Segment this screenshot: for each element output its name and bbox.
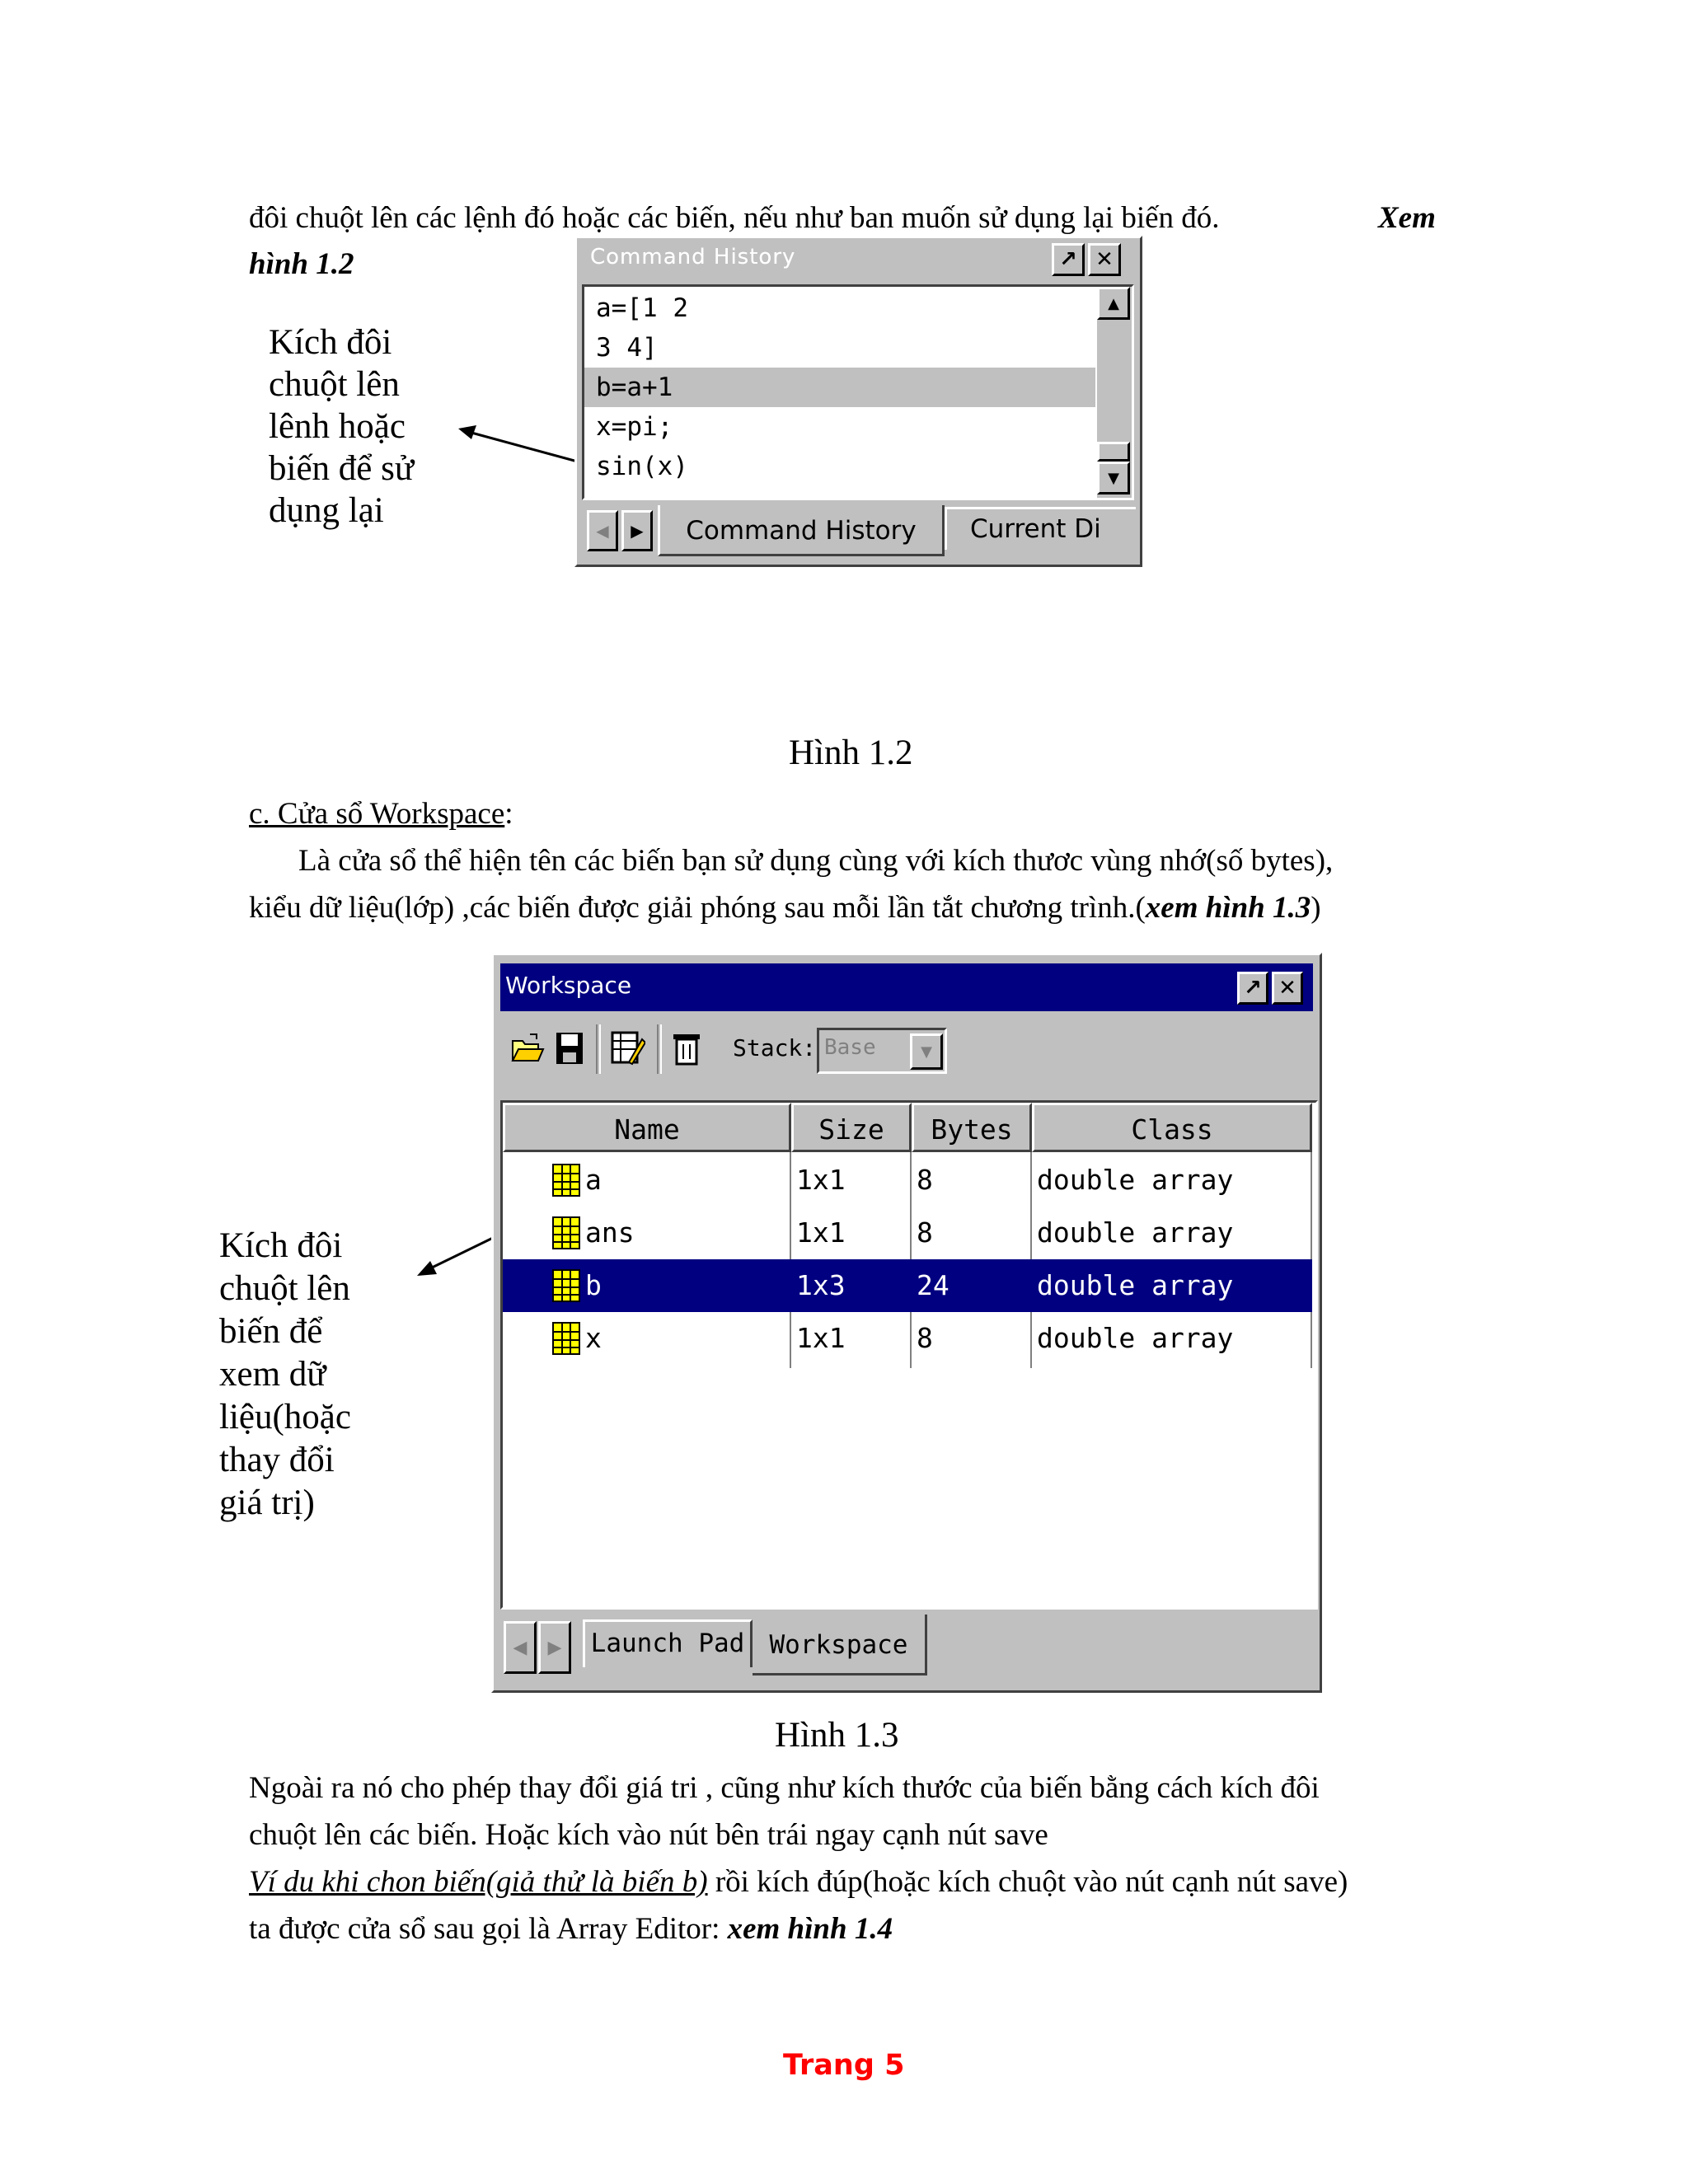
fig13-note-line: chuột lên bbox=[219, 1269, 350, 1308]
var-class: double array bbox=[1037, 1164, 1234, 1196]
workspace-titlebar bbox=[500, 963, 1313, 1011]
column-header-size[interactable] bbox=[791, 1103, 912, 1152]
close-icon: ✕ bbox=[1095, 247, 1114, 272]
undock-button[interactable] bbox=[1237, 972, 1268, 1005]
tab-scroll-right[interactable] bbox=[621, 510, 653, 551]
command-history-title: Command History bbox=[590, 245, 796, 269]
section-c-body-close: ) bbox=[1311, 891, 1321, 925]
outro-example-rest: rồi kích đúp(hoặc kích chuột vào nút cạnh nút save) bbox=[707, 1865, 1348, 1899]
section-c-body-line2 bbox=[249, 884, 1452, 932]
workspace-tabstrip bbox=[500, 1615, 1313, 1680]
column-header-class[interactable] bbox=[1032, 1103, 1312, 1152]
var-name: a bbox=[585, 1164, 602, 1196]
history-line[interactable]: sin(x) bbox=[596, 452, 688, 481]
var-size: 1x3 bbox=[796, 1269, 846, 1301]
workspace-title: Workspace bbox=[505, 972, 632, 999]
fig13-note bbox=[219, 1225, 351, 1525]
arrow-right-icon: ▶ bbox=[631, 521, 644, 541]
scroll-down-button[interactable] bbox=[1097, 462, 1130, 494]
outro-line2: chuột lên các biến. Hoặc kích vào nút bên trái ngay cạnh nút save bbox=[249, 1818, 1048, 1852]
command-history-window bbox=[574, 236, 1142, 567]
outro-line1: Ngoài ra nó cho phép thay đổi giá tri , cũng như kích thước của biến bằng cách kích đôi bbox=[249, 1771, 1320, 1805]
matrix-icon bbox=[552, 1322, 580, 1355]
close-icon: ✕ bbox=[1278, 976, 1296, 1001]
matrix-icon bbox=[552, 1216, 580, 1249]
chevron-down-icon: ▼ bbox=[921, 1043, 932, 1061]
workspace-variable-table bbox=[500, 1100, 1318, 1610]
tab-launch-pad[interactable] bbox=[583, 1619, 753, 1667]
history-line-selected[interactable]: b=a+1 bbox=[584, 368, 1095, 407]
var-bytes: 8 bbox=[917, 1216, 933, 1249]
tab-current-directory[interactable] bbox=[945, 507, 1136, 550]
history-line[interactable]: 3 4] bbox=[596, 333, 658, 363]
outro-line4-text: ta được cửa sổ sau gọi là Array Editor: bbox=[249, 1912, 728, 1946]
outro-line4 bbox=[249, 1905, 1452, 1953]
var-bytes: 8 bbox=[917, 1322, 933, 1354]
figure-1-2-caption: Hình 1.2 bbox=[789, 733, 913, 772]
open-folder-icon[interactable] bbox=[510, 1031, 545, 1066]
toolbar-separator bbox=[657, 1024, 662, 1074]
section-c-heading-text: c. Cửa sổ Workspace bbox=[249, 797, 505, 831]
page-footer: Trang 5 bbox=[783, 2049, 905, 2082]
array-editor-icon[interactable] bbox=[611, 1029, 645, 1067]
command-history-titlebar bbox=[579, 240, 1137, 279]
arrow-down-icon: ▼ bbox=[1108, 469, 1119, 487]
section-c-heading-colon: : bbox=[504, 797, 513, 831]
stack-select-value: Base bbox=[824, 1035, 876, 1060]
var-size: 1x1 bbox=[796, 1216, 846, 1249]
var-name: b bbox=[585, 1269, 602, 1301]
fig12-note-line: dụng lại bbox=[269, 491, 384, 530]
history-scrollbar[interactable] bbox=[1097, 287, 1132, 498]
tab-workspace[interactable] bbox=[753, 1615, 927, 1675]
matrix-icon bbox=[552, 1269, 580, 1302]
command-history-list[interactable] bbox=[582, 284, 1134, 500]
fig13-note-line: Kích đôi bbox=[219, 1226, 343, 1265]
fig12-note-line: Kích đôi bbox=[269, 323, 392, 362]
close-button[interactable] bbox=[1272, 972, 1303, 1005]
section-c-body-text: kiểu dữ liệu(lớp) ,các biến được giải phóng sau mỗi lần tắt chương trình.( bbox=[249, 891, 1146, 925]
tab-workspace-label: Workspace bbox=[769, 1630, 908, 1660]
tab-current-directory-label: Current Di bbox=[970, 514, 1101, 544]
history-line[interactable]: x=pi; bbox=[596, 412, 673, 442]
outro-example-underlined: Ví du khi chon biến(giả thử là biến b) bbox=[249, 1865, 708, 1899]
table-row[interactable] bbox=[503, 1312, 1312, 1365]
section-c-body-ref: xem hình 1.3 bbox=[1145, 891, 1311, 925]
tab-command-history[interactable] bbox=[658, 505, 945, 556]
fig13-pointer-arrow bbox=[412, 1228, 503, 1286]
arrow-left-icon: ◀ bbox=[596, 521, 609, 541]
table-row-selected[interactable] bbox=[503, 1259, 1312, 1312]
fig13-note-line: thay đổi bbox=[219, 1441, 335, 1479]
var-size: 1x1 bbox=[796, 1164, 846, 1196]
stack-select[interactable] bbox=[817, 1028, 947, 1074]
stack-dropdown-button[interactable] bbox=[910, 1033, 943, 1070]
tab-scroll-right[interactable] bbox=[538, 1621, 571, 1674]
fig13-note-line: biến để bbox=[219, 1312, 323, 1351]
arrow-left-icon: ◀ bbox=[513, 1637, 528, 1658]
var-size: 1x1 bbox=[796, 1322, 846, 1354]
var-name: x bbox=[585, 1322, 602, 1354]
tab-scroll-left[interactable] bbox=[587, 510, 618, 551]
outro-line3 bbox=[249, 1858, 1452, 1906]
fig12-note-line: chuột lên bbox=[269, 365, 400, 404]
table-row[interactable] bbox=[503, 1154, 1312, 1207]
scroll-up-button[interactable] bbox=[1097, 287, 1130, 320]
matrix-icon bbox=[552, 1164, 580, 1197]
close-button[interactable] bbox=[1088, 243, 1121, 276]
column-header-name[interactable] bbox=[503, 1103, 791, 1152]
figure-1-3-caption: Hình 1.3 bbox=[775, 1716, 899, 1755]
history-line[interactable]: a=[1 2 bbox=[596, 293, 688, 323]
intro-ref-xem: Xem bbox=[1378, 201, 1436, 235]
intro-text: đôi chuột lên các lệnh đó hoặc các biến, nếu như ban muốn sử dụng lại biến đó. bbox=[249, 201, 1220, 235]
column-header-size-label: Size bbox=[818, 1113, 884, 1146]
tab-scroll-left[interactable] bbox=[504, 1621, 537, 1674]
fig13-note-line: liệu(hoặc bbox=[219, 1398, 351, 1436]
var-class: double array bbox=[1037, 1216, 1234, 1249]
arrow-up-icon: ▲ bbox=[1108, 294, 1119, 312]
toolbar-separator bbox=[596, 1024, 601, 1074]
arrow-right-icon: ▶ bbox=[547, 1637, 562, 1658]
tab-launch-pad-label: Launch Pad bbox=[590, 1629, 745, 1658]
workspace-toolbar bbox=[500, 1018, 1313, 1079]
fig12-note-line: lênh hoặc bbox=[269, 407, 406, 446]
fig12-note-line: biến để sử bbox=[269, 449, 415, 488]
column-header-bytes[interactable] bbox=[912, 1103, 1032, 1152]
scroll-thumb[interactable] bbox=[1097, 442, 1130, 462]
intro-ref-hinh: hình 1.2 bbox=[249, 247, 354, 281]
fig13-note-line: giá trị) bbox=[219, 1483, 315, 1522]
var-class: double array bbox=[1037, 1322, 1234, 1354]
undock-button[interactable] bbox=[1052, 243, 1085, 276]
outro-line4-ref: xem hình 1.4 bbox=[727, 1912, 893, 1946]
var-class: double array bbox=[1037, 1269, 1234, 1301]
var-name: ans bbox=[585, 1216, 635, 1249]
delete-icon[interactable] bbox=[672, 1029, 705, 1067]
table-row[interactable] bbox=[503, 1207, 1312, 1259]
column-header-class-label: Class bbox=[1131, 1113, 1213, 1146]
var-bytes: 8 bbox=[917, 1164, 933, 1196]
undock-arrow-icon: ↗ bbox=[1244, 976, 1262, 1001]
section-c-body-line1: Là cửa sổ thể hiện tên các biến bạn sử dụng cùng với kích thươc vùng nhớ(số bytes), bbox=[298, 844, 1334, 878]
tab-command-history-label: Command History bbox=[686, 516, 917, 546]
fig13-note-line: xem dữ bbox=[219, 1355, 326, 1394]
fig12-note bbox=[269, 321, 414, 532]
undock-arrow-icon: ↗ bbox=[1059, 247, 1077, 272]
column-header-bytes-label: Bytes bbox=[931, 1113, 1013, 1146]
column-header-name-label: Name bbox=[614, 1113, 680, 1146]
save-icon[interactable] bbox=[555, 1031, 584, 1066]
var-bytes: 24 bbox=[917, 1269, 950, 1301]
command-history-tabstrip bbox=[582, 505, 1136, 558]
section-c-heading bbox=[249, 790, 513, 838]
workspace-window bbox=[491, 953, 1322, 1693]
stack-label: Stack: bbox=[733, 1034, 817, 1062]
